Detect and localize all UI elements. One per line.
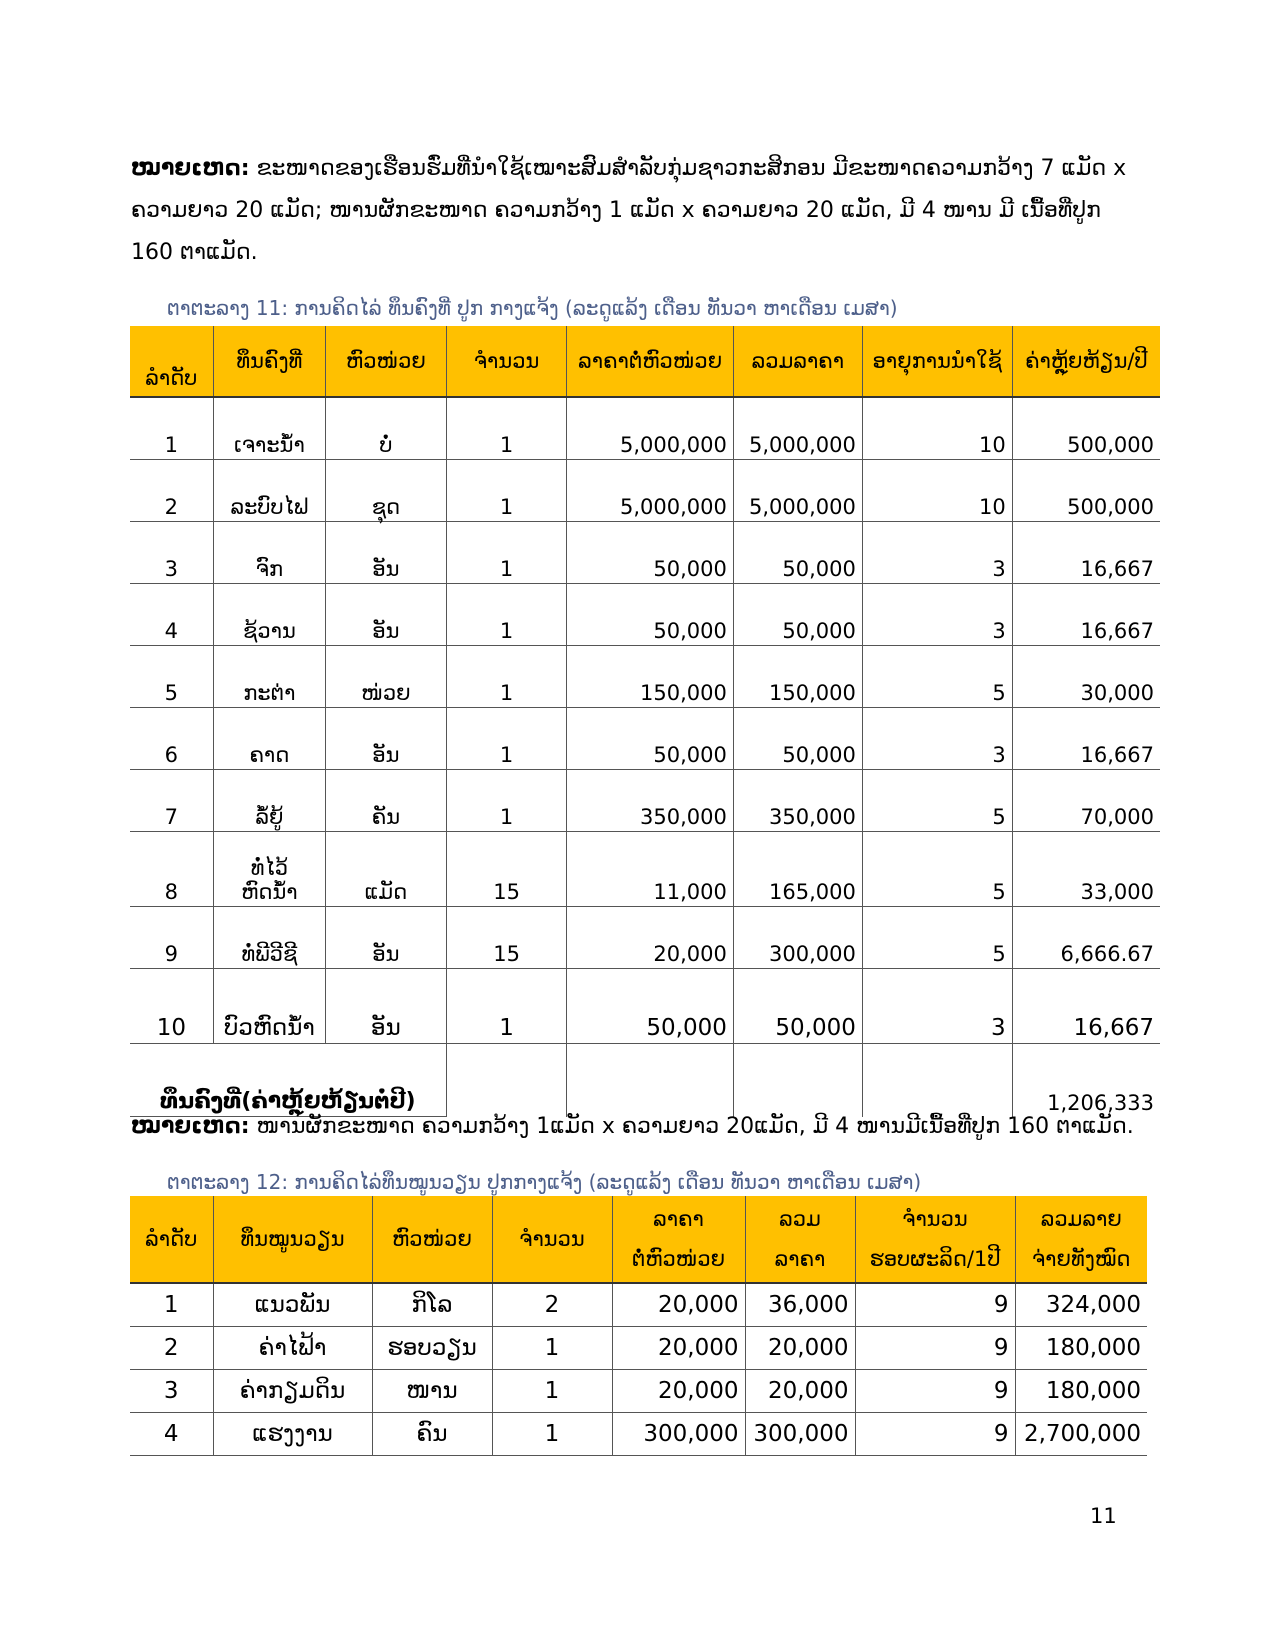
table-caption: ຕາຕະລາງ 11: ການຄິດໄລ່ ທຶນຄົງທີ່ ປູກ ກາງແຈ້ງ (ລະດູແລ້ງ ເດືອນ ທັນວາ ຫາເດືອນ ເມສາ) (167, 296, 898, 320)
table-cell: 350,000 (567, 770, 733, 832)
table-cell: 15 (446, 907, 567, 969)
table-cell: 180,000 (1015, 1327, 1147, 1370)
table-cell: 33,000 (1012, 832, 1160, 907)
table-cell: 20,000 (745, 1327, 855, 1370)
table-cell: 1 (130, 1283, 213, 1327)
table-cell: 6 (130, 708, 213, 770)
table-cell: 20,000 (612, 1283, 745, 1327)
table-row (130, 646, 1160, 708)
table-cell: 1 (446, 397, 567, 460)
table-cell: 5,000,000 (567, 460, 733, 522)
table-cell: ຄົນ (372, 1413, 492, 1456)
col-header: ຫົວໜ່ວຍ (372, 1196, 492, 1283)
table-cell: 4 (130, 1413, 213, 1456)
table-cell: ທໍ່ໄວ້ ຫົດນໍ້າ (213, 832, 325, 907)
table-cell: ແຮງງານ (213, 1413, 372, 1456)
table-cell: 11,000 (567, 832, 733, 907)
table-row (130, 1413, 1147, 1456)
table-cell: 180,000 (1015, 1370, 1147, 1413)
table-row (130, 460, 1160, 522)
table-cell: 70,000 (1012, 770, 1160, 832)
table-header-row (130, 326, 1160, 397)
table-cell: 300,000 (612, 1413, 745, 1456)
table-cell: 10 (130, 969, 213, 1044)
table-row (130, 708, 1160, 770)
table-cell: 324,000 (1015, 1283, 1147, 1327)
table-cell: ອັນ (326, 522, 447, 584)
table-cell: 20,000 (567, 907, 733, 969)
table-cell (446, 1044, 567, 1117)
table-cell (567, 1044, 733, 1117)
table-cell: 50,000 (567, 584, 733, 646)
table-cell: ບໍ່ (326, 397, 447, 460)
table-cell: 3 (130, 1370, 213, 1413)
table-cell: 50,000 (567, 969, 733, 1044)
table-cell (733, 1044, 862, 1117)
table-row (130, 969, 1160, 1044)
table-cell: 3 (862, 969, 1012, 1044)
table-cell: 150,000 (733, 646, 862, 708)
table-cell: 1 (446, 708, 567, 770)
col-header: ຈໍານວນ (492, 1196, 612, 1283)
table-row (130, 907, 1160, 969)
table-cell: ຮອບວຽນ (372, 1327, 492, 1370)
table-cell: 16,667 (1012, 969, 1160, 1044)
table-cell: 5 (862, 770, 1012, 832)
table-cell: 16,667 (1012, 584, 1160, 646)
table-header-row (130, 1196, 1147, 1283)
table-cell: 16,667 (1012, 708, 1160, 770)
table-cell: 9 (855, 1413, 1015, 1456)
col-header: ລໍາດັບ (130, 1196, 213, 1283)
table-cell: 1 (492, 1327, 612, 1370)
table-cell: 36,000 (745, 1283, 855, 1327)
total-label: ທຶນຄົງທີ່(ຄ່າຫຼຸ້ຍຫ້ຽນຕໍ່ປີ) (130, 1044, 446, 1117)
table-cell: 3 (130, 522, 213, 584)
col-header: ຈໍານວນ (446, 326, 567, 397)
col-header: ລວມລາຄາ (733, 326, 862, 397)
note-label: ໝາຍເຫດ: (131, 156, 250, 181)
table-cell: 1 (492, 1370, 612, 1413)
note-text: ໜານຜັກຂະໜາດ ຄວາມກວ້າງ 1ແມັດ x ຄວາມຍາວ 20ແມັດ, ມີ 4 ໜານມີເນື້ອທີ່ປູກ 160 ຕາແມັດ. (249, 1114, 1134, 1139)
table-cell: 5 (862, 646, 1012, 708)
table-cell: 7 (130, 770, 213, 832)
table-cell: 4 (130, 584, 213, 646)
col-header: ລາຄາ ຕໍ່ຫົວໜ່ວຍ (612, 1196, 745, 1283)
table-cell: 50,000 (733, 522, 862, 584)
table-cell: 20,000 (745, 1370, 855, 1413)
col-header: ທຶນໝູນວຽນ (213, 1196, 372, 1283)
table-cell: 50,000 (567, 708, 733, 770)
table-cell: 9 (855, 1370, 1015, 1413)
table-cell: 3 (862, 522, 1012, 584)
table-row (130, 397, 1160, 460)
table-cell: 1 (446, 460, 567, 522)
table-cell: 1 (446, 646, 567, 708)
working-capital-table (130, 1196, 1147, 1456)
table-cell (862, 1044, 1012, 1117)
table-cell: 500,000 (1012, 460, 1160, 522)
table-cell: ແນວພັນ (213, 1283, 372, 1327)
col-header: ອາຍຸການນໍາໃຊ້ (862, 326, 1012, 397)
table-cell: 5,000,000 (733, 460, 862, 522)
table-row (130, 1283, 1147, 1327)
table-cell: ກະຕ່າ (213, 646, 325, 708)
table-row (130, 832, 1160, 907)
table-cell: ກິໂລ (372, 1283, 492, 1327)
table-cell: 165,000 (733, 832, 862, 907)
total-value: 1,206,333 (1012, 1044, 1160, 1117)
col-header: ລາຄາຕໍ່ຫົວໜ່ວຍ (567, 326, 733, 397)
table-cell: 1 (130, 397, 213, 460)
table-cell: 1 (492, 1413, 612, 1456)
col-header: ຄ່າຫຼຸ້ຍຫ້ຽນ/ປີ (1012, 326, 1160, 397)
table-cell: ຄ່າກຽມດິນ (213, 1370, 372, 1413)
col-header: ລໍາດັບ (130, 326, 213, 397)
table-cell: 2 (492, 1283, 612, 1327)
table-cell: ເຈາະນໍ້າ (213, 397, 325, 460)
table-cell: 5 (862, 832, 1012, 907)
table-cell: ຄັນ (326, 770, 447, 832)
table-cell: 2,700,000 (1015, 1413, 1147, 1456)
table-cell: ຊຸດ (326, 460, 447, 522)
table-cell: ອັນ (326, 969, 447, 1044)
table-cell: 1 (446, 522, 567, 584)
table-cell: 3 (862, 584, 1012, 646)
table-cell: 3 (862, 708, 1012, 770)
total-row (130, 1044, 1160, 1117)
note-paragraph (131, 148, 1141, 274)
table-caption: ຕາຕະລາງ 12: ການຄິດໄລ່ທຶນໝູນວຽນ ປູກກາງແຈ້ງ (ລະດູແລ້ງ ເດືອນ ທັນວາ ຫາເດືອນ ເມສາ) (167, 1170, 922, 1194)
table-cell: ອັນ (326, 708, 447, 770)
note-paragraph (131, 1112, 1181, 1142)
table-cell: 15 (446, 832, 567, 907)
table-cell: 50,000 (733, 584, 862, 646)
table-cell: 5,000,000 (733, 397, 862, 460)
table-row (130, 1370, 1147, 1413)
fixed-capital-table (130, 326, 1160, 1117)
page-number: 11 (1090, 1504, 1117, 1528)
table-cell: 9 (855, 1327, 1015, 1370)
table-row (130, 584, 1160, 646)
table-cell: 2 (130, 460, 213, 522)
note-label: ໝາຍເຫດ: (131, 1114, 250, 1139)
col-header: ຫົວໜ່ວຍ (326, 326, 447, 397)
table-cell: ລໍ້ຍູ້ (213, 770, 325, 832)
table-cell: ອັນ (326, 907, 447, 969)
table-cell: 50,000 (567, 522, 733, 584)
table-cell: 150,000 (567, 646, 733, 708)
table-cell: 1 (446, 584, 567, 646)
table-cell: 5 (862, 907, 1012, 969)
table-cell: ຈົກ (213, 522, 325, 584)
table-cell: 20,000 (612, 1370, 745, 1413)
table-cell: ແມັດ (326, 832, 447, 907)
table-cell: 30,000 (1012, 646, 1160, 708)
table-cell: ບົວຫົດນໍ້າ (213, 969, 325, 1044)
table-cell: ຊ້ວານ (213, 584, 325, 646)
table-cell: 8 (130, 832, 213, 907)
col-header: ຈໍານວນ ຮອບຜະລິດ/1ປີ (855, 1196, 1015, 1283)
table-cell: ໜານ (372, 1370, 492, 1413)
table-row (130, 522, 1160, 584)
table-cell: 10 (862, 397, 1012, 460)
table-cell: 6,666.67 (1012, 907, 1160, 969)
table-cell: 300,000 (733, 907, 862, 969)
table-cell: 2 (130, 1327, 213, 1370)
table-cell: 9 (130, 907, 213, 969)
col-header: ລວມ ລາຄາ (745, 1196, 855, 1283)
table-cell: 300,000 (745, 1413, 855, 1456)
table-cell: ໜ່ວຍ (326, 646, 447, 708)
table-cell: 350,000 (733, 770, 862, 832)
table-cell: ທໍ່ພີວີຊີ (213, 907, 325, 969)
table-cell: ລະບົບໄຟ (213, 460, 325, 522)
table-row (130, 770, 1160, 832)
note-text: ຂະໜາດຂອງເຮືອນຮົ່ມທີ່ນໍາໃຊ້ເໝາະສົມສໍາລັບກຸ່ມຊາວກະສິກອນ ມີຂະໜາດຄວາມກວ້າງ 7 ແມັດ x ຄວາມຍາວ 20 ແມັດ; ໜານຜັກຂະໜາດ ຄວາມກວ້າງ 1 ແມັດ x ຄວາມຍາວ 20 ແມັດ, ມີ 4 ໜານ ມີ ເນື້ອທີ່ປູກ 160 ຕາແມັດ. (131, 156, 1127, 265)
table-cell: 1 (446, 969, 567, 1044)
table-cell: 10 (862, 460, 1012, 522)
table-cell: ຄາດ (213, 708, 325, 770)
table-cell: 50,000 (733, 708, 862, 770)
col-header: ທຶນຄົງທີ່ (213, 326, 325, 397)
table-cell: 50,000 (733, 969, 862, 1044)
table-cell: 500,000 (1012, 397, 1160, 460)
table-row (130, 1327, 1147, 1370)
col-header: ລວມລາຍ ຈ່າຍທັງໝົດ (1015, 1196, 1147, 1283)
table-cell: 16,667 (1012, 522, 1160, 584)
table-cell: 9 (855, 1283, 1015, 1327)
table-cell: ຄ່າໄຟ້າ (213, 1327, 372, 1370)
table-cell: 1 (446, 770, 567, 832)
table-cell: ອັນ (326, 584, 447, 646)
table-cell: 5,000,000 (567, 397, 733, 460)
table-cell: 5 (130, 646, 213, 708)
table-cell: 20,000 (612, 1327, 745, 1370)
